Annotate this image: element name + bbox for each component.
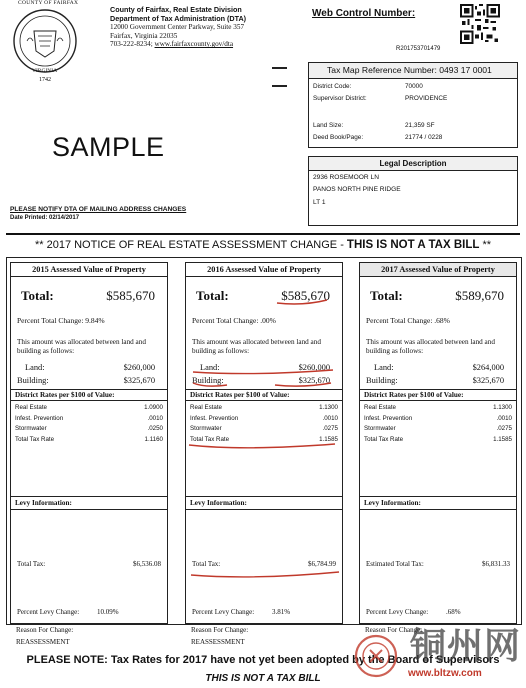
seal-bottom-text: VIRGINIA bbox=[32, 68, 58, 74]
agency-website-link[interactable]: www.fairfaxcounty.gov/dta bbox=[154, 40, 234, 49]
building-value: $325,670 bbox=[123, 376, 155, 385]
divider bbox=[360, 389, 516, 390]
column-header: 2016 Assessed Value of Property bbox=[186, 263, 342, 277]
building-value: $325,670 bbox=[472, 376, 504, 385]
allocation-text: This amount was allocated between land and building as follows: bbox=[17, 338, 146, 355]
land-size-value: 21,359 SF bbox=[405, 122, 435, 129]
total-value: $589,670 bbox=[455, 288, 504, 303]
percent-total-change: Percent Total Change: .00% bbox=[192, 316, 276, 325]
column-2015 bbox=[10, 262, 168, 624]
rate-label: Stormwater bbox=[190, 425, 222, 432]
rates-header: District Rates per $100 of Value: bbox=[364, 391, 464, 399]
divider bbox=[360, 400, 516, 401]
footer-not-tax-bill: THIS IS NOT A TAX BILL bbox=[205, 673, 321, 684]
column-header: 2017 Assessed Value of Property bbox=[360, 263, 516, 277]
rate-value: .0010 bbox=[496, 415, 512, 422]
rate-label: Total Tax Rate bbox=[15, 436, 55, 443]
reason-label: Reason For Change: bbox=[16, 626, 74, 634]
divider bbox=[11, 389, 167, 390]
seal-year: 1742 bbox=[39, 77, 51, 83]
building-label: Building: bbox=[192, 376, 224, 385]
reference-number: R201753701479 bbox=[396, 46, 441, 52]
rate-label: Stormwater bbox=[15, 425, 47, 432]
levy-header: Levy Information: bbox=[15, 499, 72, 507]
levy-header: Levy Information: bbox=[364, 499, 421, 507]
sample-watermark: SAMPLE bbox=[52, 132, 165, 162]
notify-address-changes: PLEASE NOTIFY DTA OF MAILING ADDRESS CHANGES bbox=[10, 206, 187, 213]
levy-change-label: Percent Levy Change: bbox=[192, 608, 255, 616]
legal-description-title: Legal Description bbox=[309, 157, 517, 171]
land-label: Land: bbox=[200, 363, 220, 372]
supervisor-district-value: PROVIDENCE bbox=[405, 95, 448, 102]
rate-value: 1.1300 bbox=[493, 404, 512, 411]
legal-line: 2936 ROSEMOOR LN bbox=[313, 174, 379, 181]
county-seal bbox=[12, 5, 78, 90]
agency-division: County of Fairfax, Real Estate Division bbox=[110, 5, 242, 14]
notice-title bbox=[0, 239, 526, 251]
rate-label: Infest. Prevention bbox=[190, 415, 239, 422]
total-tax-label: Total Tax: bbox=[192, 560, 221, 568]
rate-label: Real Estate bbox=[190, 404, 222, 411]
rate-value: 1.1300 bbox=[319, 404, 338, 411]
reason-value: REASSESSMENT bbox=[16, 638, 70, 646]
divider bbox=[11, 496, 167, 497]
divider bbox=[360, 509, 516, 510]
rate-label: Stormwater bbox=[364, 425, 396, 432]
building-value: $325,670 bbox=[298, 376, 330, 385]
column-2017 bbox=[359, 262, 517, 624]
rates-header: District Rates per $100 of Value: bbox=[190, 391, 290, 399]
divider bbox=[11, 400, 167, 401]
rate-label: Total Tax Rate bbox=[364, 436, 404, 443]
rate-value: 1.0900 bbox=[144, 404, 163, 411]
notice-not-tax-bill: THIS IS NOT A TAX BILL bbox=[346, 239, 480, 251]
total-value: $585,670 bbox=[281, 288, 330, 303]
rate-value: 1.1160 bbox=[144, 436, 163, 443]
rate-value: 1.1585 bbox=[493, 436, 512, 443]
building-label: Building: bbox=[17, 376, 49, 385]
divider bbox=[360, 496, 516, 497]
total-label: Total: bbox=[196, 288, 229, 303]
section-rule bbox=[6, 233, 520, 235]
rate-value: 1.1585 bbox=[319, 436, 338, 443]
rate-value: .0275 bbox=[496, 425, 512, 432]
divider bbox=[186, 389, 342, 390]
deed-book-value: 21774 / 0228 bbox=[405, 134, 443, 141]
watermark-url: www.bltzw.com bbox=[408, 668, 482, 679]
total-value: $585,670 bbox=[106, 288, 155, 303]
qr-code bbox=[460, 4, 500, 44]
agency-phone: 703-222-8234; bbox=[110, 40, 153, 49]
levy-change-label: Percent Levy Change: bbox=[17, 608, 80, 616]
supervisor-district-label: Supervisor District: bbox=[313, 95, 367, 102]
column-header: 2015 Assessed Value of Property bbox=[11, 263, 167, 277]
district-code-value: 70000 bbox=[405, 83, 423, 90]
levy-change-value: 3.81% bbox=[272, 608, 291, 616]
agency-city: Fairfax, Virginia 22035 bbox=[110, 31, 178, 40]
divider bbox=[186, 400, 342, 401]
land-value: $260,000 bbox=[123, 363, 155, 372]
seal-top-text: COUNTY OF FAIRFAX bbox=[18, 0, 79, 6]
deed-book-label: Deed Book/Page: bbox=[313, 134, 364, 141]
land-value: $264,000 bbox=[472, 363, 504, 372]
total-tax-value: $6,536.08 bbox=[133, 560, 161, 568]
rate-label: Infest. Prevention bbox=[364, 415, 413, 422]
reason-label: Reason For Change: bbox=[365, 626, 423, 634]
notice-suffix: ** bbox=[479, 239, 492, 251]
window-mark bbox=[272, 85, 287, 87]
column-2016 bbox=[185, 262, 343, 624]
levy-change-value: 10.09% bbox=[97, 608, 119, 616]
percent-total-change: Percent Total Change: 9.84% bbox=[17, 316, 105, 325]
land-label: Land: bbox=[25, 363, 45, 372]
watermark-text: 铜州网 bbox=[410, 626, 522, 666]
percent-total-change: Percent Total Change: .68% bbox=[366, 316, 450, 325]
agency-header bbox=[110, 6, 290, 49]
divider bbox=[11, 509, 167, 510]
rates-header: District Rates per $100 of Value: bbox=[15, 391, 115, 399]
rate-label: Infest. Prevention bbox=[15, 415, 64, 422]
land-size-label: Land Size: bbox=[313, 122, 344, 129]
rate-value: .0250 bbox=[147, 425, 163, 432]
levy-change-value: .68% bbox=[446, 608, 461, 616]
rate-value: .0010 bbox=[322, 415, 338, 422]
divider bbox=[186, 496, 342, 497]
tax-map-box bbox=[308, 62, 518, 148]
building-label: Building: bbox=[366, 376, 398, 385]
land-value: $260,000 bbox=[298, 363, 330, 372]
allocation-text: This amount was allocated between land and building as follows: bbox=[366, 338, 495, 355]
legal-line: PANOS NORTH PINE RIDGE bbox=[313, 186, 401, 193]
agency-address: 12000 Government Center Parkway, Suite 357 bbox=[110, 23, 245, 32]
reason-label: Reason For Change: bbox=[191, 626, 249, 634]
notice-prefix: ** 2017 NOTICE OF REAL ESTATE ASSESSMENT CHANGE - bbox=[34, 239, 347, 251]
total-label: Total: bbox=[21, 288, 54, 303]
levy-change-label: Percent Levy Change: bbox=[366, 608, 429, 616]
legal-description-box bbox=[308, 156, 518, 226]
please-note: PLEASE NOTE: Tax Rates for 2017 have not yet been adopted by the Board of Supervisors bbox=[26, 654, 500, 666]
window-mark bbox=[272, 67, 287, 69]
allocation-text: This amount was allocated between land and building as follows: bbox=[192, 338, 321, 355]
rate-value: .0275 bbox=[322, 425, 338, 432]
date-printed: Date Printed: 02/14/2017 bbox=[10, 215, 80, 221]
rate-label: Total Tax Rate bbox=[190, 436, 230, 443]
agency-department: Department of Tax Administration (DTA) bbox=[110, 13, 247, 23]
rate-value: .0010 bbox=[147, 415, 163, 422]
rate-label: Real Estate bbox=[15, 404, 47, 411]
district-code-label: District Code: bbox=[313, 83, 352, 90]
rate-label: Real Estate bbox=[364, 404, 396, 411]
divider bbox=[186, 509, 342, 510]
total-label: Total: bbox=[370, 288, 403, 303]
levy-header: Levy Information: bbox=[190, 499, 247, 507]
tax-map-reference: Tax Map Reference Number: 0493 17 0001 bbox=[309, 63, 517, 79]
total-tax-value: $6,831.33 bbox=[482, 560, 510, 568]
land-label: Land: bbox=[374, 363, 394, 372]
total-tax-value: $6,784.99 bbox=[308, 560, 336, 568]
web-control-number-label: Web Control Number: bbox=[312, 8, 416, 19]
total-tax-label: Total Tax: bbox=[17, 560, 46, 568]
reason-value: REASSESSMENT bbox=[191, 638, 245, 646]
total-tax-label: Estimated Total Tax: bbox=[366, 560, 424, 568]
legal-line: LT 1 bbox=[313, 199, 326, 206]
